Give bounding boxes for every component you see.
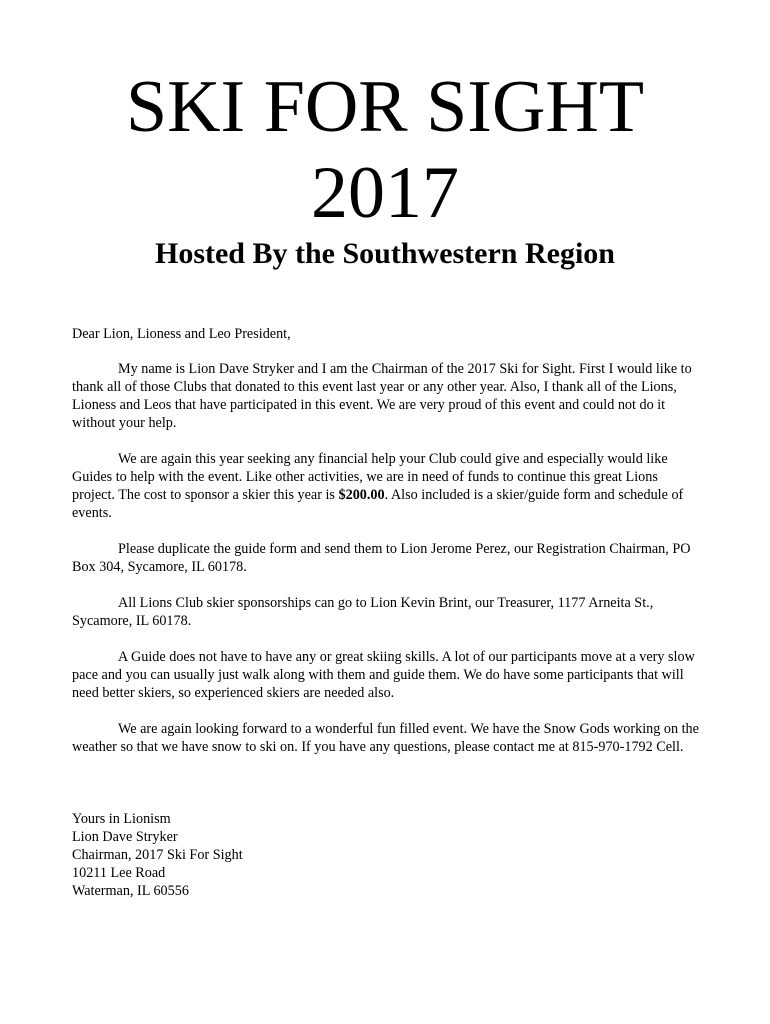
paragraph-financial-help-text: We are again this year seeking any financial help your Club could give and especially would like Guides to help with the event. Like other activities, we are in need of funds to continue this great Lions project. The cost to sponsor a skier this year is [72,451,668,503]
letter-body [72,325,704,774]
paragraph-closing: We are again looking forward to a wonderful fun filled event. We have the Snow Gods working on the weather so that we have snow to ski on. If you have any questions, please contact me at 815-970-1792 Cell. [72,721,699,755]
signature-street: 10211 Lee Road [72,865,166,881]
letter-greeting: Dear Lion, Lioness and Leo President, [72,326,291,342]
paragraph-sponsorships: All Lions Club skier sponsorships can go to Lion Kevin Brint, our Treasurer, 1177 Arneita St., Sycamore, IL 60178. [72,595,654,629]
event-year: 2017 [311,152,459,234]
paragraph-guide-form: Please duplicate the guide form and send them to Lion Jerome Perez, our Registration Chairman, PO Box 304, Sycamore, IL 60178. [72,541,691,575]
signature-city: Waterman, IL 60556 [72,883,189,899]
signature-name: Lion Dave Stryker [72,829,178,845]
paragraph-financial-help [72,450,704,522]
event-title: SKI FOR SIGHT [125,66,645,148]
paragraph-financial-help-text-end: . Also included is a skier/guide form and schedule of events. [72,487,684,521]
signature-position: Chairman, 2017 Ski For Sight [72,847,243,863]
signature-closing: Yours in Lionism [72,811,171,827]
paragraph-guide-skills: A Guide does not have to have any or great skiing skills. A lot of our participants move at a very slow pace and you can usually just walk along with them and guide them. We do have some participants that will need better skiers, so experienced skiers are needed also. [72,649,695,701]
event-host-subtitle: Hosted By the Southwestern Region [154,237,615,270]
signature-block [72,810,243,900]
sponsor-cost-amount: $200.00 [338,487,385,503]
paragraph-introduction: My name is Lion Dave Stryker and I am the Chairman of the 2017 Ski for Sight. First I would like to thank all of those Clubs that donated to this event last year or any other year. Also, I thank all of the Lions, Lioness and Leos that have participated in this event. We are very proud of this event and could not do it without your help. [72,361,692,431]
